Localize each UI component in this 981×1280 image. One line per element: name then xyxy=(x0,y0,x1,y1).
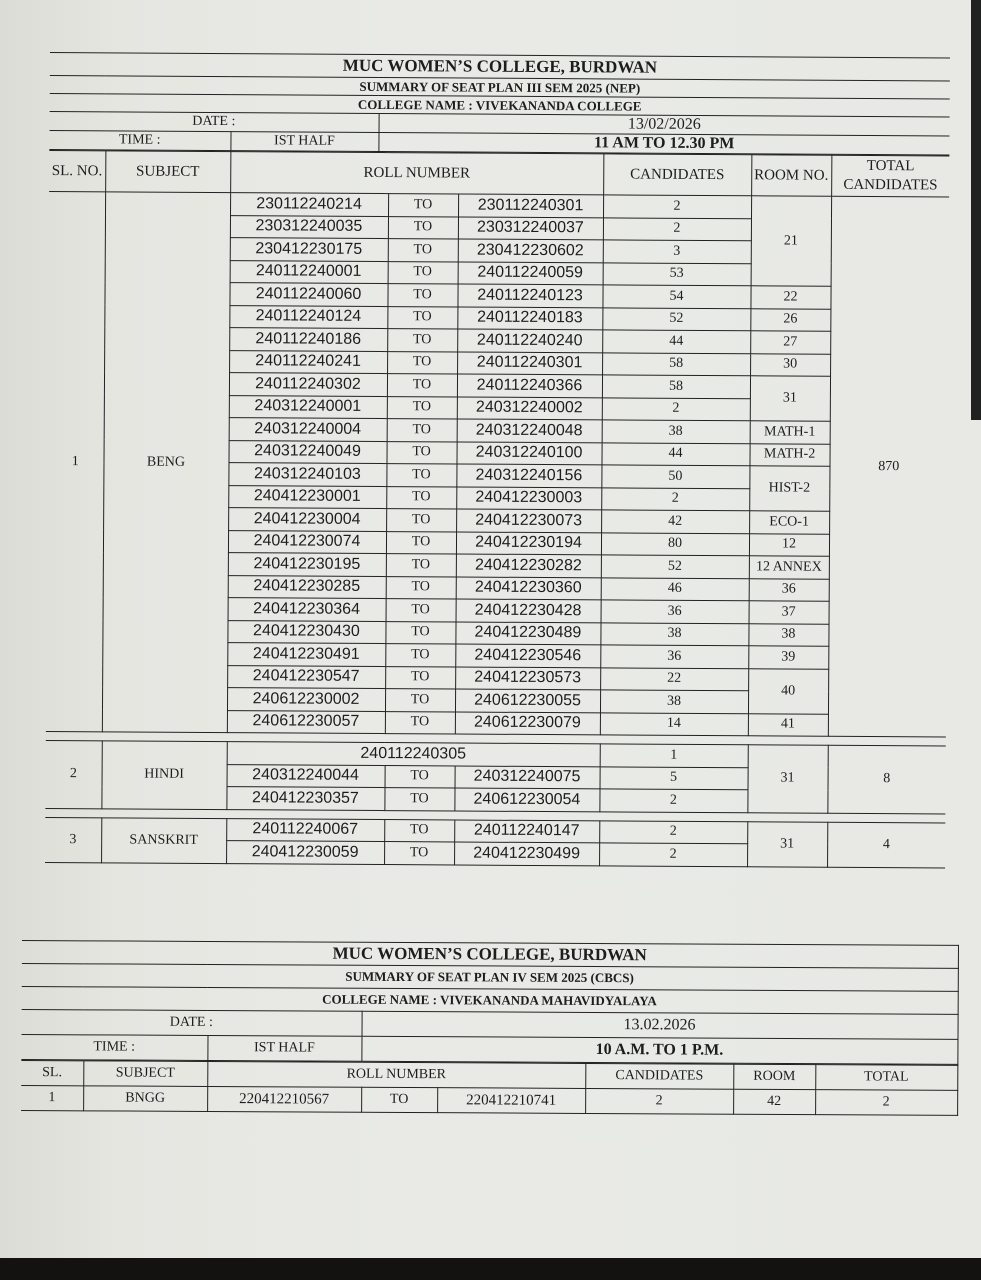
table-row xyxy=(21,1085,957,1115)
room-cell: 27 xyxy=(750,331,830,354)
table-row xyxy=(49,191,949,219)
room-cell: ECO-1 xyxy=(749,511,829,534)
roll-to-cell: 240112240059 xyxy=(458,261,603,284)
roll-to-cell: 240312240156 xyxy=(456,464,601,487)
sl-no-cell: 1 xyxy=(46,191,105,731)
roll-from-cell: 240112240241 xyxy=(229,350,387,373)
candidates-cell: 3 xyxy=(603,240,751,263)
roll-to-cell: 240312240048 xyxy=(457,419,602,442)
table-row xyxy=(46,740,946,768)
candidates-cell: 38 xyxy=(600,622,748,645)
subject-cell: HINDI xyxy=(101,741,226,809)
header-subject: SUBJECT xyxy=(105,151,230,193)
to-label: TO xyxy=(388,194,458,217)
candidates-cell: 38 xyxy=(600,690,748,713)
college-name-2: COLLEGE NAME : VIVEKANANDA MAHAVIDYALAYA xyxy=(22,986,958,1014)
roll-to-cell: 240112240147 xyxy=(454,819,599,842)
candidates-cell: 5 xyxy=(600,766,748,789)
seat-plan-sheet-iii-sem xyxy=(45,52,950,868)
to-label: TO xyxy=(386,509,456,532)
roll-to-cell: 240612230055 xyxy=(455,689,600,712)
header-roll-number-2: ROLL NUMBER xyxy=(207,1061,585,1088)
roll-from-cell: 240312240049 xyxy=(228,440,386,463)
roll-from-cell: 240412230491 xyxy=(227,643,385,666)
roll-from-cell: 240612230057 xyxy=(227,710,385,733)
sheet2-header-table xyxy=(21,940,958,1065)
candidates-cell: 2 xyxy=(602,397,750,420)
sheet1-header-table xyxy=(49,52,950,155)
to-label: TO xyxy=(386,576,456,599)
total-cell: 2 xyxy=(815,1090,957,1116)
sl-cell: 1 xyxy=(21,1085,83,1110)
to-label: TO xyxy=(385,711,455,734)
to-label: TO xyxy=(386,486,456,509)
roll-from-cell: 220412210567 xyxy=(207,1086,361,1112)
room-cell: HIST-2 xyxy=(749,466,829,511)
header-total-2: TOTAL xyxy=(815,1065,957,1091)
date-label-2: DATE : xyxy=(22,1009,362,1036)
to-label: TO xyxy=(386,441,456,464)
header-sl-2: SL. xyxy=(21,1060,83,1085)
candidates-cell: 58 xyxy=(602,375,750,398)
to-label: TO xyxy=(386,554,456,577)
header-candidates: CANDIDATES xyxy=(603,154,751,196)
half-label-2: IST HALF xyxy=(207,1035,361,1061)
roll-to-cell: 240412230573 xyxy=(455,666,600,689)
candidates-cell: 53 xyxy=(603,262,751,285)
roll-to-cell: 230412230602 xyxy=(458,239,603,262)
room-cell: 30 xyxy=(750,353,830,376)
roll-to-cell: 240612230079 xyxy=(455,711,600,734)
time-value-2: 10 A.M. TO 1 P.M. xyxy=(361,1036,957,1064)
room-cell: 31 xyxy=(747,745,827,813)
to-label: TO xyxy=(385,765,455,788)
roll-from-cell: 240412230059 xyxy=(226,841,384,864)
summary-title-2: SUMMARY OF SEAT PLAN IV SEM 2025 (CBCS) xyxy=(22,963,958,991)
roll-to-cell: 240412230428 xyxy=(456,599,601,622)
to-label: TO xyxy=(384,819,454,842)
table-row xyxy=(45,817,945,845)
date-value: 13/02/2026 xyxy=(379,114,950,136)
date-label: DATE : xyxy=(50,111,379,132)
summary-title: SUMMARY OF SEAT PLAN III SEM 2025 (NEP) xyxy=(50,75,950,98)
roll-to-cell: 230312240037 xyxy=(458,216,603,239)
candidates-cell: 80 xyxy=(601,532,749,555)
roll-to-cell: 240112240123 xyxy=(457,284,602,307)
header-roll-number: ROLL NUMBER xyxy=(230,152,603,195)
roll-to-cell: 240112240301 xyxy=(457,351,602,374)
to-label: TO xyxy=(387,396,457,419)
roll-from-cell: 240312240004 xyxy=(229,418,387,441)
roll-to-cell: 240412230499 xyxy=(454,842,599,865)
time-label-2: TIME : xyxy=(21,1034,207,1060)
roll-from-cell: 240412230285 xyxy=(228,575,386,598)
college-title-2: MUC WOMEN’S COLLEGE, BURDWAN xyxy=(22,941,958,969)
room-cell: 21 xyxy=(751,196,832,286)
candidates-cell: 2 xyxy=(585,1088,733,1114)
sl-no-cell: 2 xyxy=(45,740,101,808)
time-value: 11 AM TO 12.30 PM xyxy=(378,133,949,155)
roll-from-cell: 230412230175 xyxy=(230,238,388,261)
roll-from-cell: 240412230195 xyxy=(228,553,386,576)
candidates-cell: 42 xyxy=(601,510,749,533)
background-edge xyxy=(971,0,981,420)
header-room-no: ROOM NO. xyxy=(751,155,831,196)
room-cell: 26 xyxy=(750,308,830,331)
candidates-cell: 2 xyxy=(603,217,751,240)
to-label: TO xyxy=(386,599,456,622)
half-label: IST HALF xyxy=(230,132,378,152)
subject-cell: BNGG xyxy=(83,1086,207,1112)
candidates-cell: 58 xyxy=(602,352,750,375)
candidates-cell: 2 xyxy=(601,487,749,510)
to-label: TO xyxy=(385,666,455,689)
roll-single-cell: 240112240305 xyxy=(227,742,600,767)
total-candidates-cell: 870 xyxy=(828,196,949,737)
roll-to-cell: 240312240002 xyxy=(457,396,602,419)
date-value-2: 13.02.2026 xyxy=(362,1011,958,1039)
candidates-cell: 2 xyxy=(599,843,747,866)
roll-to-cell: 240412230194 xyxy=(456,531,601,554)
roll-from-cell: 240312240103 xyxy=(228,463,386,486)
roll-from-cell: 240412230364 xyxy=(228,598,386,621)
roll-to-cell: 240412230360 xyxy=(456,576,601,599)
candidates-cell: 44 xyxy=(602,330,750,353)
header-room-2: ROOM xyxy=(733,1064,815,1089)
room-cell: 31 xyxy=(747,821,827,866)
roll-from-cell: 240112240067 xyxy=(226,818,384,841)
candidates-cell: 52 xyxy=(601,555,749,578)
to-label: TO xyxy=(388,216,458,239)
room-cell: 36 xyxy=(749,578,829,601)
roll-from-cell: 240412230547 xyxy=(227,665,385,688)
room-cell: 12 ANNEX xyxy=(749,556,829,579)
to-label: TO xyxy=(387,284,457,307)
room-cell: MATH-1 xyxy=(750,421,830,444)
roll-from-cell: 230312240035 xyxy=(230,215,388,238)
roll-to-cell: 240412230489 xyxy=(455,621,600,644)
to-label: TO xyxy=(387,306,457,329)
to-label: TO xyxy=(387,351,457,374)
roll-from-cell: 240612230002 xyxy=(227,688,385,711)
candidates-cell: 54 xyxy=(602,285,750,308)
candidates-cell: 1 xyxy=(600,744,748,767)
roll-to-cell: 240412230073 xyxy=(456,509,601,532)
time-label: TIME : xyxy=(49,130,230,150)
to-label: TO xyxy=(388,239,458,262)
roll-from-cell: 240412230004 xyxy=(228,508,386,531)
room-cell: 42 xyxy=(733,1089,815,1114)
roll-from-cell: 240412230357 xyxy=(226,787,384,810)
candidates-cell: 46 xyxy=(601,577,749,600)
to-label: TO xyxy=(388,261,458,284)
roll-to-cell: 240412230282 xyxy=(456,554,601,577)
roll-from-cell: 240112240302 xyxy=(229,373,387,396)
seat-plan-table-2 xyxy=(21,1060,958,1116)
sl-no-cell: 3 xyxy=(45,817,101,862)
to-label: TO xyxy=(387,329,457,352)
roll-to-cell: 240412230003 xyxy=(456,486,601,509)
college-name: COLLEGE NAME : VIVEKANANDA COLLEGE xyxy=(50,93,950,116)
room-cell: 22 xyxy=(750,286,830,309)
to-label: TO xyxy=(385,644,455,667)
roll-to-cell: 220412210741 xyxy=(437,1088,585,1114)
seat-plan-table xyxy=(45,150,949,868)
roll-from-cell: 240112240186 xyxy=(229,328,387,351)
candidates-cell: 50 xyxy=(601,465,749,488)
total-candidates-cell: 4 xyxy=(827,822,945,868)
roll-to-cell: 240112240183 xyxy=(457,306,602,329)
roll-to-cell: 240112240240 xyxy=(457,329,602,352)
candidates-cell: 38 xyxy=(602,420,750,443)
to-label: TO xyxy=(386,464,456,487)
room-cell: 31 xyxy=(750,376,830,421)
to-label: TO xyxy=(384,842,454,865)
roll-from-cell: 240112240001 xyxy=(230,260,388,283)
roll-from-cell: 240312240001 xyxy=(229,395,387,418)
roll-from-cell: 240312240044 xyxy=(227,764,385,787)
room-cell: 41 xyxy=(748,713,828,736)
roll-from-cell: 240412230430 xyxy=(227,620,385,643)
roll-to-cell: 240312240075 xyxy=(455,765,600,788)
room-cell: 39 xyxy=(748,646,828,669)
candidates-cell: 44 xyxy=(601,442,749,465)
roll-from-cell: 240412230074 xyxy=(228,530,386,553)
candidates-cell: 2 xyxy=(599,820,747,843)
candidates-cell: 36 xyxy=(600,645,748,668)
header-subject-2: SUBJECT xyxy=(83,1061,207,1087)
to-label: TO xyxy=(361,1087,437,1112)
subject-cell: SANSKRIT xyxy=(101,817,226,863)
room-cell: MATH-2 xyxy=(749,443,829,466)
roll-to-cell: 230112240301 xyxy=(458,194,603,217)
roll-from-cell: 240412230001 xyxy=(228,485,386,508)
candidates-cell: 22 xyxy=(600,667,748,690)
candidates-cell: 14 xyxy=(600,712,748,735)
roll-to-cell: 240112240366 xyxy=(457,374,602,397)
to-label: TO xyxy=(387,419,457,442)
room-cell: 12 xyxy=(749,533,829,556)
roll-to-cell: 240612230054 xyxy=(454,788,599,811)
roll-from-cell: 240112240124 xyxy=(229,305,387,328)
to-label: TO xyxy=(385,689,455,712)
roll-from-cell: 230112240214 xyxy=(230,193,388,216)
roll-to-cell: 240312240100 xyxy=(456,441,601,464)
roll-from-cell: 240112240060 xyxy=(229,283,387,306)
roll-to-cell: 240412230546 xyxy=(455,644,600,667)
candidates-cell: 52 xyxy=(602,307,750,330)
subject-cell: BENG xyxy=(102,192,230,733)
to-label: TO xyxy=(386,531,456,554)
to-label: TO xyxy=(385,621,455,644)
seat-plan-sheet-iv-sem xyxy=(21,940,958,1116)
room-cell: 37 xyxy=(749,601,829,624)
candidates-cell: 2 xyxy=(599,789,747,812)
header-total-candidates: TOTAL CANDIDATES xyxy=(831,155,949,197)
header-candidates-2: CANDIDATES xyxy=(585,1063,733,1089)
room-cell: 40 xyxy=(748,668,828,713)
candidates-cell: 36 xyxy=(601,600,749,623)
to-label: TO xyxy=(384,788,454,811)
college-title: MUC WOMEN’S COLLEGE, BURDWAN xyxy=(50,52,950,80)
total-candidates-cell: 8 xyxy=(827,745,945,813)
candidates-cell: 2 xyxy=(603,195,751,218)
room-cell: 38 xyxy=(748,623,828,646)
header-sl-no: SL. NO. xyxy=(49,150,105,191)
to-label: TO xyxy=(387,374,457,397)
